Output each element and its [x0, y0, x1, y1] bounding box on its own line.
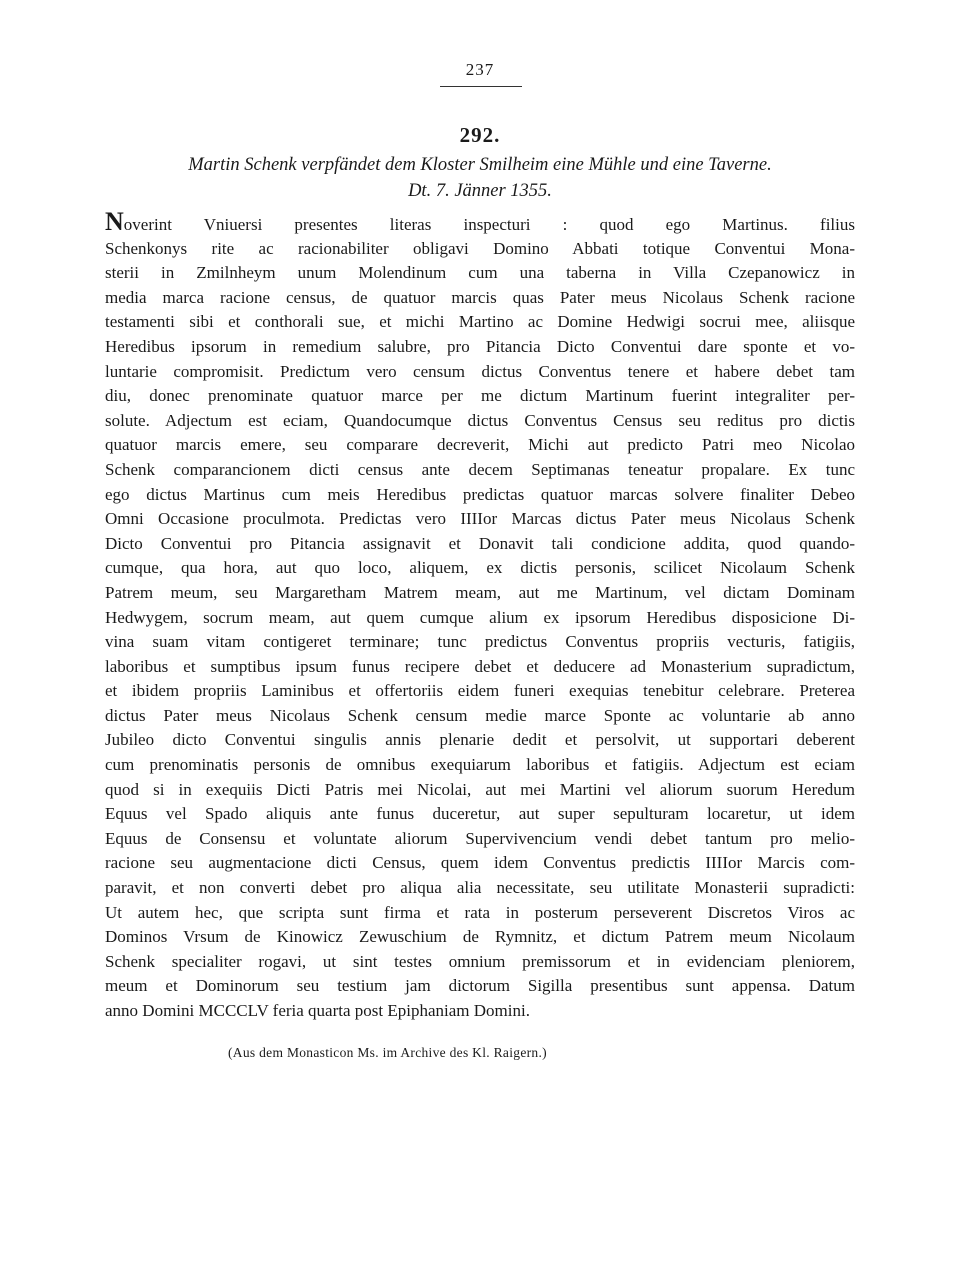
text-line — [105, 433, 855, 458]
text-line — [105, 483, 855, 508]
initial-letter: N — [105, 212, 124, 236]
text-line-content: et ibidem propriis Laminibus et offertoriis eidem funeri exequias tenebitur celebrare. Preterea — [105, 681, 855, 701]
text-line-content: Schenkonys rite ac racionabiliter obligavi Domino Abbati totique Conventui Mona- — [105, 238, 855, 258]
text-line-content: diu, donec prenominate quatuor marce per me dictum Martinum fuerint integraliter per- — [105, 386, 855, 406]
page-number-rule — [440, 86, 522, 87]
text-line-content: Equus vel Spado aliquis ante funus duceretur, aut super sepulturam locaretur, ut idem — [105, 804, 855, 824]
text-line — [105, 532, 855, 557]
text-line — [105, 310, 855, 335]
text-line — [105, 728, 855, 753]
text-line-content: Hedwygem, socrum meam, aut quem cumque alium ex ipsorum Heredibus disposicione Di- — [105, 607, 855, 627]
text-line-content: meum et Dominorum seu testium jam dictorum Sigilla presentibus sunt appensa. Datum — [105, 976, 855, 996]
text-line — [105, 606, 855, 631]
text-line-content: Dominos Vrsum de Kinowicz Zewuschium de Rymnitz, et dictum Patrem meum Nicolaum — [105, 927, 855, 947]
source-note: (Aus dem Monasticon Ms. im Archive des Kl. Raigern.) — [228, 1045, 547, 1060]
text-line-content: dictus Pater meus Nicolaus Schenk censum medie marce Sponte ac voluntarie ab anno — [105, 705, 855, 725]
text-line — [105, 630, 855, 655]
text-line-content: media marca racione census, de quatuor marcis quas Pater meus Nicolaus Schenk racione — [105, 287, 855, 307]
text-line-content: Equus de Consensu et voluntate aliorum Supervivencium vendi debet tantum pro melio- — [105, 828, 855, 848]
text-line-content: cum prenominatis personis de omnibus exequiarum laboribus et fatigiis. Adjectum est eciam — [105, 755, 855, 775]
document-subtitle — [0, 152, 960, 204]
text-line-content: racione seu augmentacione dicti Census, quem idem Conventus predictis IIIIor Marcis com- — [105, 853, 855, 873]
text-line-content: luntarie compromisit. Predictum vero censum dictus Conventus tenere et habere debet tam — [105, 361, 855, 381]
text-line-content: Schenk comparancionem dicti census ante decem Septimanas teneatur propalare. Ex tunc — [105, 459, 855, 479]
text-line-content: Schenk specialiter rogavi, ut sint testes omnium premissorum et in evidenciam pleniorem, — [105, 951, 855, 971]
text-line — [105, 286, 855, 311]
text-line — [105, 360, 855, 385]
text-line — [105, 507, 855, 532]
document-number: 292. — [459, 123, 501, 147]
text-line-content: vina suam vitam contigeret terminare; tunc predictus Conventus propriis vecturis, fatigiis, — [105, 632, 855, 652]
text-line — [105, 753, 855, 778]
text-line — [105, 802, 855, 827]
text-line — [105, 409, 855, 434]
text-line-content: laboribus et sumptibus ipsum funus recipere debet et deducere ad Monasterium supradictum, — [105, 656, 855, 676]
text-line — [105, 556, 855, 581]
text-line — [105, 704, 855, 729]
text-line-content: paravit, et non converti debet pro aliqua alia necessitate, seu utilitate Monasterii supradicti: — [105, 878, 855, 898]
text-line — [105, 458, 855, 483]
text-line-content: Heredibus ipsorum in remedium salubre, pro Pitancia Dicto Conventui dare sponte et vo- — [105, 336, 855, 356]
text-line-content: Patrem meum, seu Margaretham Matrem meam, aut me Martinum, vel dictam Dominam — [105, 582, 855, 602]
text-line-content: anno Domini MCCCLV feria quarta post Epiphaniam Domini. — [105, 1001, 530, 1020]
text-line — [105, 261, 855, 286]
text-line — [105, 999, 855, 1024]
text-line-content: solute. Adjectum est eciam, Quandocumque dictus Conventus Census seu reditus pro dictis — [105, 410, 855, 430]
text-line-content: testamenti sibi et conthorali sue, et michi Martino ac Domine Hedwigi socrui mee, aliisque — [105, 312, 855, 332]
text-line — [105, 876, 855, 901]
page-number: 237 — [465, 60, 495, 79]
text-line — [105, 237, 855, 262]
text-line-content: cumque, qua hora, aut quo loco, aliquem, ex dictis personis, scilicet Nicolaum Schenk — [105, 558, 855, 578]
text-line-content: Omni Occasione proculmota. Predictas vero IIIIor Marcas dictus Pater meus Nicolaus Schenk — [105, 509, 855, 529]
text-line — [105, 335, 855, 360]
text-line — [105, 778, 855, 803]
text-line-content: quod si in exequiis Dicti Patris mei Nicolai, aut mei Martini vel aliorum suorum Heredum — [105, 779, 855, 799]
text-line-content: overint Vniuersi presentes literas inspecturi : quod ego Martinus. filius — [123, 215, 855, 234]
text-line — [105, 581, 855, 606]
text-line — [105, 384, 855, 409]
text-line — [105, 950, 855, 975]
subtitle-line-2: Dt. 7. Jänner 1355. — [408, 181, 552, 201]
text-line — [105, 655, 855, 680]
text-line — [105, 679, 855, 704]
text-line-content: Jubileo dicto Conventui singulis annis plenarie dedit et persolvit, ut supportari deberent — [105, 730, 855, 750]
text-line-content: sterii in Zmilnheym unum Molendinum cum una taberna in Villa Czepanowicz in — [105, 263, 855, 283]
charter-text — [105, 212, 855, 1024]
subtitle-line-1: Martin Schenk verpfändet dem Kloster Smilheim eine Mühle und eine Taverne. — [188, 155, 772, 175]
text-line — [105, 851, 855, 876]
text-line — [105, 974, 855, 999]
text-line — [105, 901, 855, 926]
text-line-content: Ut autem hec, que scripta sunt firma et rata in posterum perseverent Discretos Viros ac — [105, 902, 855, 922]
text-line-content: quatuor marcis emere, seu comparare decreverit, Michi aut predicto Patri meo Nicolao — [105, 435, 855, 455]
text-line-content: ego dictus Martinus cum meis Heredibus predictas quatuor marcas solvere finaliter Debeo — [105, 484, 855, 504]
text-line-content: Dicto Conventui pro Pitancia assignavit et Donavit tali condicione addita, quod quando- — [105, 533, 855, 553]
text-line — [105, 827, 855, 852]
text-line — [105, 212, 855, 237]
text-line — [105, 925, 855, 950]
